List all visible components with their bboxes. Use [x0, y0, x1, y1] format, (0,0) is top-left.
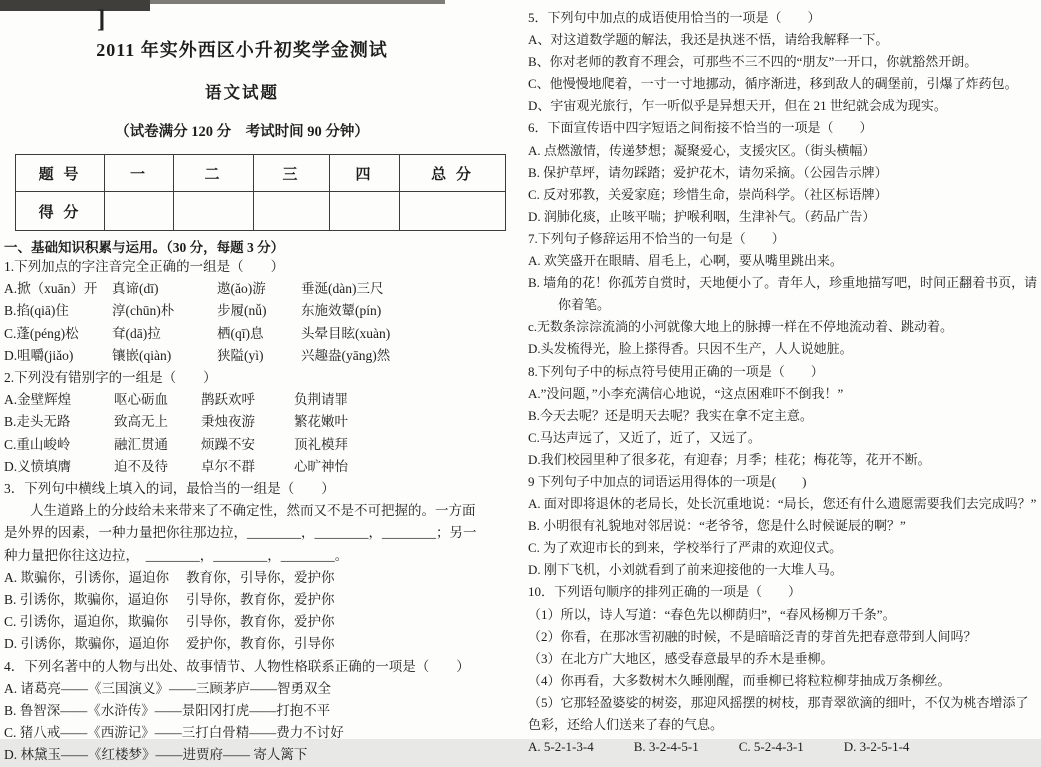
q3-passage-line1: 人生道路上的分歧给未来带来了不确定性，然而又不是不可把握的。一方面 [30, 503, 476, 519]
q8-option-d: D.我们校园里种了很多花，有迎春；月季；桂花；梅花等，花开不断。 [528, 451, 931, 467]
paper-subject-title: 语文试题 [205, 83, 279, 102]
q6-option-b: B. 保护草坪，请勿踩踏；爱护花木，请勿采摘。（公园告示牌） [528, 164, 888, 180]
score-header-cell: 二 [174, 155, 254, 192]
score-header-cell: 三 [254, 155, 330, 192]
q1-b-word2: 淳(chūn)朴 [112, 303, 175, 319]
q9-option-a: A. 面对即将退休的老局长，处长沉重地说：“局长，您还有什么遗愿需要我们去完成吗？” [528, 496, 1037, 512]
q5-option-c: C、他慢慢地爬着，一寸一寸地挪动，循序渐进，移到敌人的碉堡前，引爆了炸药包。 [528, 76, 1018, 92]
page-title: 2011 年实外西区小升初奖学金测试 [96, 40, 388, 60]
q2-b-word1: B.走头无路 [4, 414, 71, 430]
q8-option-b: B.今天去呢？还是明天去呢？我实在拿不定主意。 [528, 407, 813, 423]
score-blank-cell [330, 192, 400, 231]
q1-stem: 1.下列加点的字注音完全正确的一组是（ ） [4, 259, 285, 274]
q10-answer-a: A. 5-2-1-3-4 [528, 739, 594, 755]
score-table [15, 154, 506, 231]
q5-option-a: A、对这道数学题的解法，我还是执迷不悟，请给我解释一下。 [528, 32, 889, 48]
q3-passage-line2: 是外界的因素，一种力量把你往那边拉，________，________，________；另一 [4, 525, 477, 541]
q10-answer-c: C. 5-2-4-3-1 [738, 739, 804, 755]
q5-stem: 5．下列句中加点的成语使用恰当的一项是（ ） [528, 10, 821, 25]
score-header-cell: 总 分 [400, 155, 506, 192]
q1-d-word1: D.咀嚼(jiǎo) [4, 347, 74, 363]
q1-a-word4: 垂涎(dàn)三尺 [301, 281, 384, 297]
q10-sentence-3: （3）在北方广大地区，感受春意最早的乔木是垂柳。 [528, 650, 834, 666]
q2-d-word1: D.义愤填膺 [4, 458, 72, 474]
score-blank-cell [254, 192, 330, 231]
q4-option-b: B. 鲁智深——《水浒传》——景阳冈打虎——打抱不平 [4, 703, 331, 719]
q3-c-group2: 引导你，教育你，爱护你 [186, 614, 335, 630]
q7-option-b: B. 墙角的花！你孤芳自赏时，天地便小了。青年人，珍重地描写吧，时间正翻着书页，请你着笔。 [528, 275, 1038, 313]
q3-c-group1: C. 引诱你，逼迫你，欺骗你 [4, 614, 169, 630]
q1-c-word2: 耷(dā)拉 [112, 325, 161, 341]
q1-option-a [4, 278, 518, 300]
q3-passage-line3: 种力量把你往这边拉， ________，________，________。 [4, 547, 349, 563]
q2-c-word4: 顶礼模拜 [294, 436, 348, 452]
q1-d-word4: 兴趣盎(yāng)然 [301, 347, 391, 363]
q8-option-c: C.马达声远了，又近了，近了，又远了。 [528, 429, 761, 445]
q6-option-c: C. 反对邪教，关爱家庭；珍惜生命，崇尚科学。（社区标语牌） [528, 186, 888, 202]
score-row-label: 得 分 [16, 192, 105, 231]
q4-option-d: D. 林黛玉——《红楼梦》——进贾府—— 寄人篱下 [4, 747, 308, 763]
q1-c-word1: C.蓬(péng)松 [4, 325, 79, 341]
q8-option-a: A.”没问题，”小李充满信心地说，“这点困难吓不倒我！” [528, 385, 844, 401]
q6-stem: 6．下面宣传语中四字短语之间衔接不恰当的一项是（ ） [528, 120, 873, 136]
score-header-cell: 四 [330, 155, 400, 192]
q5-option-b: B、你对老师的教育不理会，可那些不三不四的“朋友”一开口，你就豁然开朗。 [528, 54, 978, 70]
score-table-header-row [16, 155, 506, 192]
q1-c-word4: 头晕目眩(xuàn) [301, 325, 391, 341]
q1-c-word3: 栖(qī)息 [217, 325, 264, 341]
q1-option-d [4, 345, 518, 367]
q7-option-a: A. 欢笑盛开在眼睛、眉毛上，心啊，要从嘴里跳出来。 [528, 253, 843, 269]
q5-option-d: D、宇宙观光旅行，乍一听似乎是异想天开，但在 21 世纪就会成为现实。 [528, 98, 947, 114]
q10-stem: 10．下列语句顺序的排列正确的一项是（ ） [528, 584, 802, 600]
score-header-cell: 一 [105, 155, 174, 192]
q2-option-a [4, 389, 518, 411]
q2-option-c [4, 434, 518, 456]
q1-d-word2: 镶嵌(qiàn) [112, 347, 172, 363]
q3-option-d [4, 633, 518, 655]
q10-sentence-4: （4）你再看，大多数树木久睡刚醒，而垂柳已将粒粒柳芽抽成万条柳丝。 [528, 672, 951, 688]
q1-a-word2: 真谛(dī) [112, 281, 159, 297]
score-header-cell: 题 号 [16, 155, 105, 192]
q1-option-c [4, 323, 518, 345]
q3-d-group1: D. 引诱你，欺骗你，逼迫你 [4, 636, 169, 652]
q3-option-b [4, 589, 518, 611]
right-column [528, 7, 1038, 758]
q1-b-word3: 步履(nǚ) [217, 303, 267, 319]
q9-stem: 9 下列句子中加点的词语运用得体的一项是( ) [528, 473, 807, 489]
q9-option-c: C. 为了欢迎市长的到来，学校举行了严肃的欢迎仪式。 [528, 540, 843, 556]
q1-d-word3: 狭隘(yì) [217, 347, 264, 363]
q2-stem: 2.下列没有错别字的一组是（ ） [4, 370, 217, 386]
score-table-score-row [16, 192, 506, 231]
q2-c-word3: 烦躁不安 [201, 436, 255, 452]
exam-meta-line: （试卷满分 120 分 考试时间 90 分钟） [115, 124, 369, 140]
q2-a-word1: A.金壁辉煌 [4, 392, 72, 408]
q3-a-group2: 教育你，引导你，爱护你 [186, 569, 335, 585]
q3-b-group1: B. 引诱你，欺骗你，逼迫你 [4, 592, 169, 608]
q4-stem: 4．下列名著中的人物与出处、故事情节、人物性格联系正确的一项是（ ） [4, 658, 470, 674]
q10-sentence-2: （2）你看，在那冰雪初融的时候，不是暗暗泛青的芽首先把春意带到人间吗？ [528, 628, 977, 644]
q2-a-word4: 负荆请罪 [294, 392, 348, 408]
q1-b-word1: B.掐(qiā)住 [4, 303, 69, 319]
q3-b-group2: 引导你，教育你，爱护你 [186, 592, 335, 608]
q2-c-word2: 融汇贯通 [114, 436, 168, 452]
q2-b-word4: 繁花嫩叶 [294, 414, 348, 430]
q10-sentence-5: （5）它那轻盈婆娑的树姿，那迎风摇摆的树枝，那青翠欲滴的细叶，不仅为桃杏增添了色彩，还给人们送来了春的气息。 [528, 694, 1029, 732]
q2-option-d [4, 456, 518, 478]
q1-b-word4: 东施效颦(pín) [301, 303, 382, 319]
q9-option-b: B. 小明很有礼貌地对邻居说：“老爷爷，您是什么时候诞辰的啊？” [528, 518, 906, 534]
q10-sentence-1: （1）所以，诗人写道：“春色先以柳荫归”，“春风杨柳万千条”。 [528, 606, 896, 622]
q2-d-word4: 心旷神怡 [294, 458, 348, 474]
section-1-heading: 一、基础知识积累与运用。（30 分，每题 3 分） [4, 240, 285, 255]
q4-option-a: A. 诸葛亮——《三国演义》——三顾茅庐——智勇双全 [4, 680, 331, 696]
q4-option-c: C. 猪八戒——《西游记》——三打白骨精——费力不讨好 [4, 725, 344, 741]
q3-option-a [4, 567, 518, 589]
q1-a-word1: A.掀（xuān）开 [4, 281, 98, 297]
q10-answer-d: D. 3-2-5-1-4 [843, 739, 910, 755]
q1-a-word3: 遨(ǎo)游 [217, 281, 266, 297]
q7-stem: 7.下列句子修辞运用不恰当的一句是（ ） [528, 230, 785, 246]
score-blank-cell [400, 192, 506, 231]
q2-c-word1: C.重山峻岭 [4, 436, 71, 452]
q6-option-a: A. 点燃激情，传递梦想；凝聚爱心，支援灾区。（街头横幅） [528, 142, 876, 158]
q3-option-c [4, 611, 518, 633]
q2-d-word3: 卓尔不群 [201, 458, 255, 474]
q8-stem: 8.下列句子中的标点符号使用正确的一项是（ ） [528, 363, 824, 379]
q2-a-word3: 鹊跃欢呼 [201, 392, 255, 408]
q3-d-group2: 爱护你，教育你，引导你 [186, 636, 335, 652]
score-blank-cell [174, 192, 254, 231]
q2-d-word2: 迫不及待 [114, 458, 168, 474]
stray-bracket-mark: ] [97, 6, 106, 33]
q2-b-word2: 致高无上 [114, 414, 168, 430]
q7-option-c: c.无数条淙淙流淌的小河就像大地上的脉搏一样在不停地流动着、跳动着。 [528, 319, 954, 335]
score-blank-cell [105, 192, 174, 231]
left-column [4, 0, 518, 767]
q7-option-d: D.头发梳得光，脸上搽得香。只因不生产，人人说她脏。 [528, 341, 853, 357]
q10-answer-b: B. 3-2-4-5-1 [633, 739, 699, 755]
q3-a-group1: A. 欺骗你，引诱你，逼迫你 [4, 569, 169, 585]
q6-option-d: D. 润肺化痰，止咳平喘；护喉利咽，生津补气。（药品广告） [528, 208, 876, 224]
q2-option-b [4, 411, 518, 433]
q3-stem: 3．下列句中横线上填入的词，最恰当的一组是（ ） [4, 481, 335, 497]
q1-option-b [4, 300, 518, 322]
q2-a-word2: 呕心砺血 [114, 392, 168, 408]
q10-answer-choices [528, 736, 1038, 758]
q9-option-d: D. 刚下飞机，小刘就看到了前来迎接他的一大堆人马。 [528, 562, 843, 578]
q2-b-word3: 秉烛夜游 [201, 414, 255, 430]
